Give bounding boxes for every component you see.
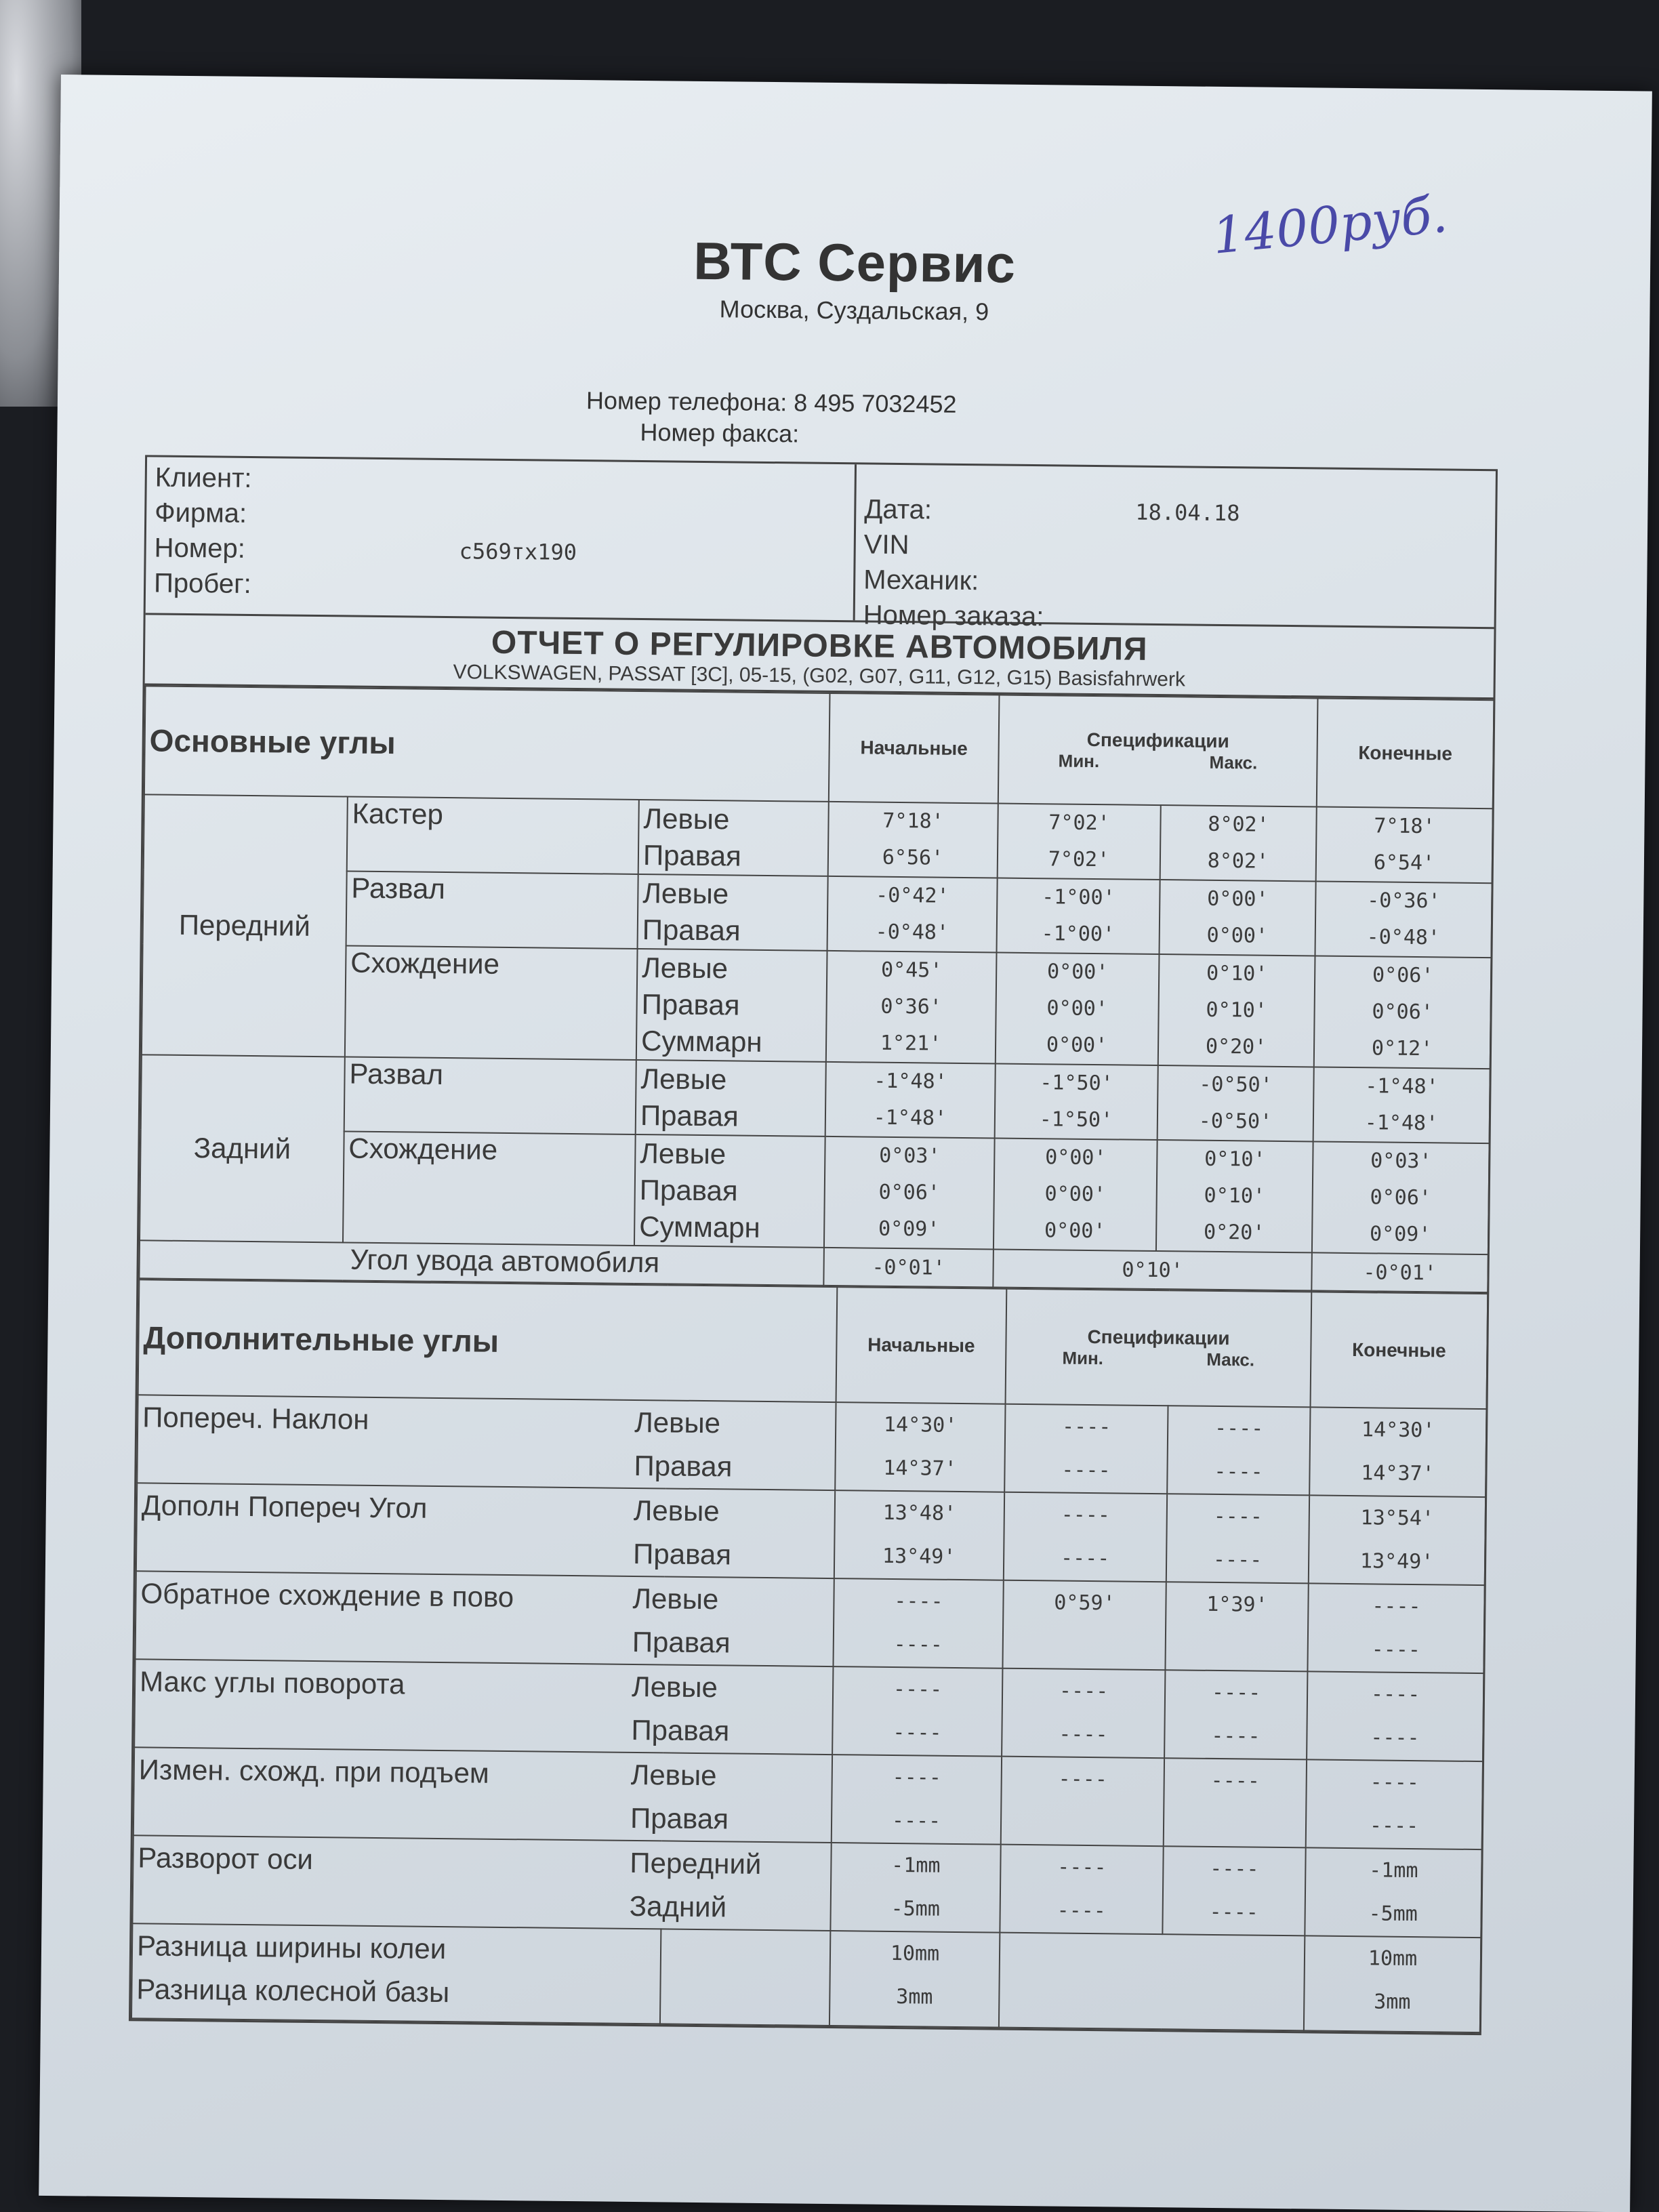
mechanic-label: Механик: bbox=[863, 565, 979, 596]
min-values: 0°00' 0°00' 0°00' bbox=[996, 953, 1160, 1066]
thrust-initial: -0°01' bbox=[823, 1248, 994, 1288]
initial-values: -1°48' -1°48' bbox=[825, 1062, 996, 1139]
col-final: Конечные bbox=[1317, 698, 1494, 808]
max-values: ---- ---- bbox=[1167, 1406, 1310, 1495]
table-row bbox=[136, 1483, 1486, 1585]
initial-values: 0°03' 0°06' 0°09' bbox=[824, 1136, 995, 1250]
final-values: 13°54' 13°49' bbox=[1309, 1495, 1486, 1585]
initial-values: ---- ---- bbox=[832, 1755, 1002, 1845]
client-header bbox=[146, 457, 1496, 632]
thrust-spec: 0°10' bbox=[993, 1250, 1312, 1291]
max-values: ---- ---- bbox=[1166, 1494, 1309, 1583]
final-values: ---- ---- bbox=[1307, 1671, 1483, 1761]
min-values: ---- ---- bbox=[1000, 1845, 1163, 1935]
initial-values: 7°18' 6°56' bbox=[828, 802, 998, 878]
max-values: 0°10' 0°10' 0°20' bbox=[1158, 954, 1315, 1067]
wheelbase-diff-label: Разница колесной базы bbox=[136, 1973, 450, 2009]
additional-angles-table bbox=[131, 1279, 1488, 2033]
final-values: 7°18' 6°54' bbox=[1316, 806, 1493, 883]
initial-values: ---- ---- bbox=[833, 1578, 1003, 1668]
additional-parameter: Обратное схождение в пово Левые Правая bbox=[136, 1571, 834, 1666]
contact-block bbox=[586, 385, 956, 451]
client-label: Клиент: bbox=[155, 462, 252, 493]
additional-parameter: Измен. схожд. при подъем Левые Правая bbox=[134, 1747, 832, 1843]
additional-parameter: Макс углы поворота Левые Правая bbox=[134, 1659, 833, 1755]
max-values: ---- ---- bbox=[1164, 1670, 1307, 1759]
parameter-name: Схождение bbox=[343, 1131, 636, 1245]
additional-angles-title: Дополнительные углы bbox=[138, 1279, 838, 1402]
col-initial: Начальные bbox=[829, 693, 1000, 804]
final-values: -1mm -5mm bbox=[1305, 1847, 1481, 1938]
order-label: Номер заказа: bbox=[863, 600, 1044, 632]
initial-values: 13°48' 13°49' bbox=[834, 1490, 1004, 1580]
main-angles-title: Основные углы bbox=[144, 686, 830, 802]
vehicle-description: VOLKSWAGEN, PASSAT [3C], 05-15, (G02, G07, G11, G12, G15) Basisfahrwerk bbox=[453, 661, 1186, 691]
col-spec: Спецификации Мин. Макс. bbox=[998, 695, 1318, 807]
company-address: Москва, Суздальская, 9 bbox=[719, 295, 989, 326]
alignment-form bbox=[129, 455, 1498, 2035]
initial-values: ---- ---- bbox=[832, 1666, 1002, 1757]
min-values: ---- bbox=[1001, 1757, 1164, 1847]
additional-parameter: Дополн Попереч Угол Левые Правая bbox=[136, 1483, 835, 1578]
phone-line: Номер телефона: 8 495 7032452 bbox=[586, 386, 957, 418]
thrust-final: -0°01' bbox=[1311, 1252, 1488, 1292]
col-initial-2: Начальные bbox=[836, 1287, 1007, 1404]
parameter-name: Кастер bbox=[347, 796, 639, 874]
main-angles-table bbox=[138, 685, 1494, 1293]
side-labels: Левые Правая bbox=[636, 1060, 826, 1136]
rear-axle-group: Задний bbox=[140, 1054, 345, 1242]
parameter-name: Развал bbox=[344, 1057, 636, 1134]
max-values: 0°00' 0°00' bbox=[1159, 880, 1315, 956]
table-row bbox=[141, 1054, 1490, 1143]
initial-values: -0°42' -0°48' bbox=[827, 876, 998, 953]
table-row bbox=[144, 794, 1493, 883]
table-row bbox=[136, 1571, 1485, 1673]
number-label: Номер: bbox=[154, 533, 246, 564]
company-header bbox=[58, 224, 1650, 333]
max-values: ---- ---- bbox=[1162, 1846, 1305, 1936]
parameter-name: Развал bbox=[346, 871, 638, 948]
max-values: 1°39' bbox=[1165, 1582, 1308, 1671]
handwritten-price: 1400руб. bbox=[1210, 185, 1450, 266]
min-values: -1°50' -1°50' bbox=[995, 1064, 1158, 1141]
min-values: 7°02' 7°02' bbox=[998, 804, 1161, 880]
front-axle-group: Передний bbox=[142, 794, 348, 1057]
final-values: 14°30' 14°37' bbox=[1309, 1407, 1486, 1497]
final-values: 0°03' 0°06' 0°09' bbox=[1312, 1141, 1490, 1254]
diff-initial: 10mm 3mm bbox=[830, 1931, 1000, 2028]
final-values: -0°36' -0°48' bbox=[1315, 881, 1492, 958]
side-labels: Левые Правая Суммарн bbox=[634, 1134, 825, 1248]
min-values: ---- ---- bbox=[1002, 1668, 1165, 1759]
col-spec-2: Спецификации Мин. Макс. bbox=[1006, 1289, 1312, 1408]
additional-parameter: Разворот оси Передний Задний bbox=[132, 1835, 831, 1931]
plate-number: c569тх190 bbox=[459, 538, 577, 566]
printed-report-sheet bbox=[39, 75, 1652, 2212]
additional-parameter: Попереч. Наклон Левые Правая bbox=[137, 1395, 836, 1490]
max-values: 0°10' 0°10' 0°20' bbox=[1156, 1140, 1313, 1252]
side-labels: Левые Правая bbox=[638, 874, 828, 951]
parameter-name: Схождение bbox=[345, 945, 638, 1059]
initial-values: 0°45' 0°36' 1°21' bbox=[826, 951, 997, 1064]
max-values: -0°50' -0°50' bbox=[1158, 1065, 1314, 1141]
diff-final: 10mm 3mm bbox=[1304, 1936, 1481, 2032]
final-values: ---- ---- bbox=[1306, 1759, 1483, 1849]
min-values: 0°00' 0°00' 0°00' bbox=[994, 1139, 1158, 1252]
col-final-2: Конечные bbox=[1311, 1292, 1488, 1409]
date-label: Дата: bbox=[864, 494, 933, 525]
final-values: ---- ---- bbox=[1307, 1583, 1484, 1673]
fax-line: Номер факса: bbox=[640, 417, 800, 448]
mileage-label: Пробег: bbox=[153, 568, 252, 599]
min-values: ---- ---- bbox=[1004, 1492, 1167, 1582]
min-values: ---- ---- bbox=[1004, 1404, 1168, 1494]
max-values: ---- bbox=[1164, 1758, 1307, 1847]
final-values: 0°06' 0°06' 0°12' bbox=[1314, 956, 1492, 1069]
table-row bbox=[132, 1835, 1481, 1938]
min-values: 0°59' bbox=[1002, 1580, 1166, 1671]
track-diff-label: Разница ширины колеи bbox=[136, 1929, 447, 1965]
initial-values: 14°30' 14°37' bbox=[835, 1402, 1005, 1492]
date-value: 18.04.18 bbox=[1135, 499, 1240, 527]
vin-label: VIN bbox=[863, 529, 909, 560]
min-values: -1°00' -1°00' bbox=[997, 878, 1160, 955]
side-labels: Левые Правая Суммарн bbox=[636, 949, 827, 1062]
thrust-angle-label: Угол увода автомобиля bbox=[139, 1240, 824, 1286]
final-values: -1°48' -1°48' bbox=[1313, 1067, 1490, 1143]
table-row bbox=[137, 1395, 1486, 1497]
side-labels: Левые Правая bbox=[638, 800, 829, 876]
table-row bbox=[134, 1747, 1483, 1849]
firm-label: Фирма: bbox=[155, 497, 247, 529]
initial-values: -1mm -5mm bbox=[830, 1843, 1000, 1933]
report-title: ОТЧЕТ О РЕГУЛИРОВКЕ АВТОМОБИЛЯ bbox=[491, 624, 1148, 668]
table-row bbox=[134, 1659, 1483, 1761]
diff-labels bbox=[131, 1923, 661, 2024]
company-name: ВТС Сервис bbox=[693, 230, 1017, 294]
max-values: 8°02' 8°02' bbox=[1160, 805, 1317, 881]
